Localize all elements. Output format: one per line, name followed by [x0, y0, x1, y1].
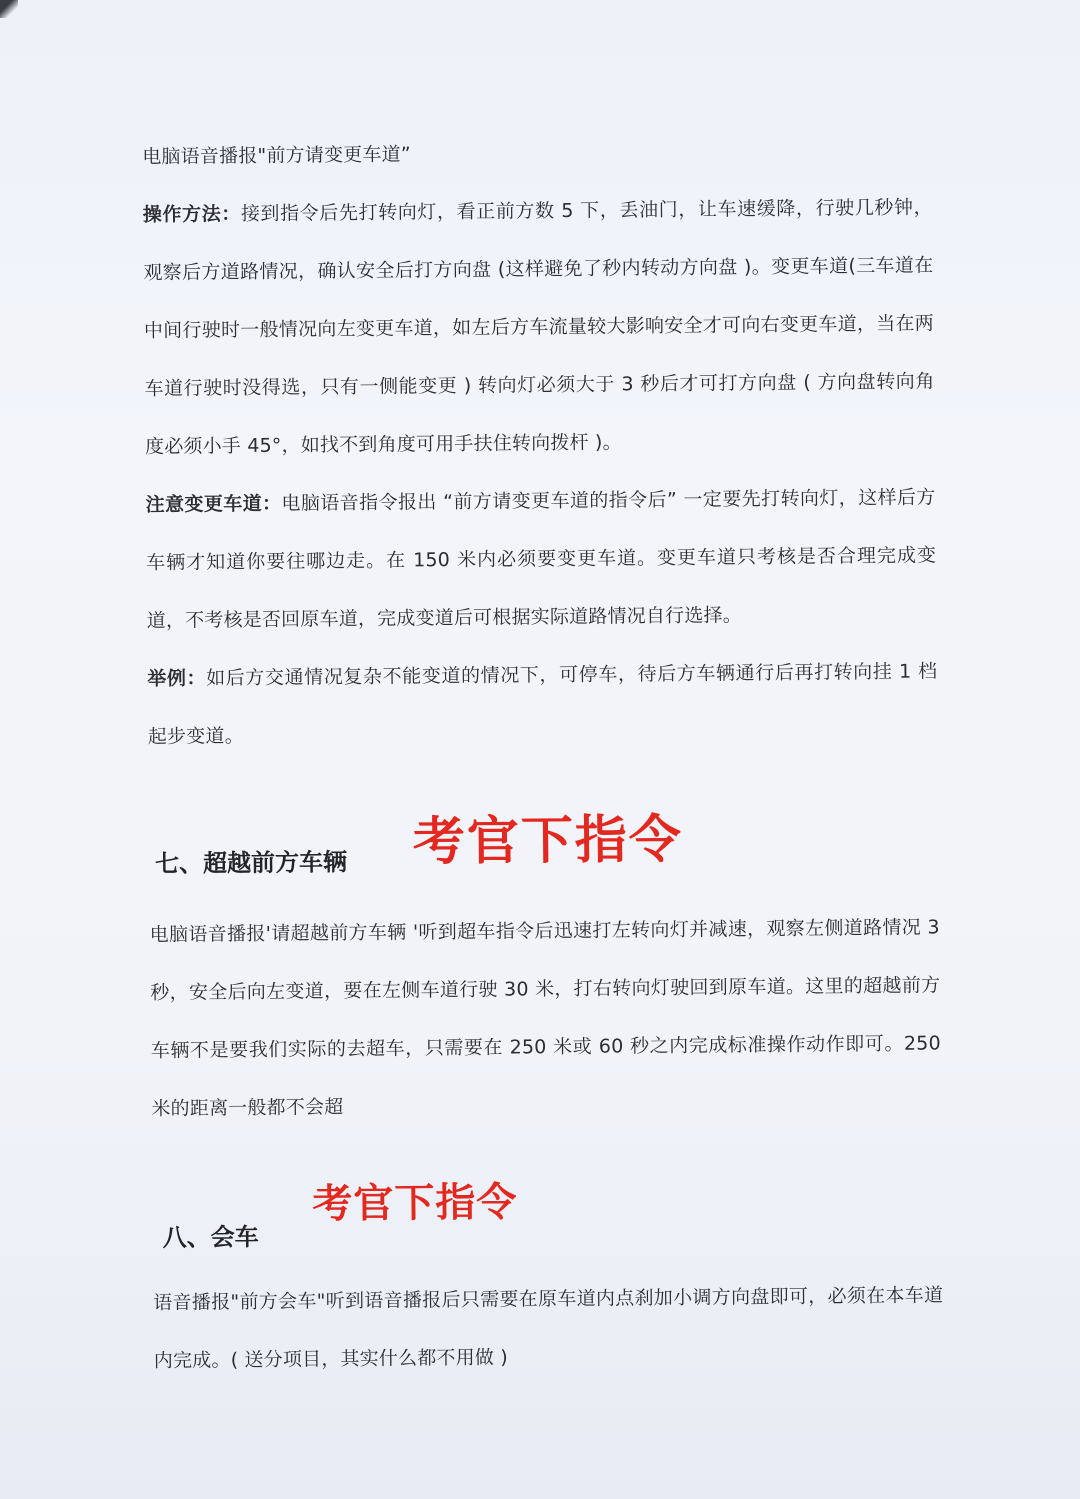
section-seven-heading: 七、超越前方车辆 — [154, 848, 348, 878]
section-eight-header — [152, 1156, 943, 1274]
example-paragraph — [147, 642, 938, 766]
section-eight-text: 语音播报"前方会车"听到语音播报后只需要在原车道内点刹加小调方向盘即可，必须在本车道内完成。( 送分项目，其实什么都不用做 ) — [153, 1284, 944, 1372]
section-seven-text: 电脑语音播报'请超越前方车辆 '听到超车指令后迅速打左转向灯并减速，观察左侧道路情况 3 秒，安全后向左变道，要在左侧车道行驶 30 米，打右转向灯驶回到原车道。这里的超越前方车辆不是要我们实际的去超车，只需要在 250 米或 60 秒之内完成标准操作动作即可。250 米的距离一般都不会超 — [149, 916, 941, 1120]
document-content — [142, 120, 944, 1390]
example-label: 举例： — [147, 667, 207, 690]
operation-text: 接到指令后先打转向灯，看正前方数 5 下，丢油门，让车速缓降，行驶几秒钟，观察后方道路情况，确认安全后打方向盘 (这样避免了秒内转动方向盘 )。变更车道(三车道在中间行驶时一般情况向左变更车道，如左后方车流量较大影响安全才可向右变更车道，当在两车道行驶时没得选，只有一侧能变更 ) 转向灯必须大于 3 秒后才可打方向盘 ( 方向盘转向角度必须小手 45°，如找不到角度可用手扶住转向拨杆 )。 — [143, 196, 935, 458]
intro-line: 电脑语音播报"前方请变更车道” — [142, 143, 411, 168]
note-label: 注意变更车道： — [145, 492, 282, 516]
operation-paragraph — [143, 178, 936, 476]
note-paragraph — [145, 468, 937, 650]
note-text: 电脑语音指令报出 “前方请变更车道的指令后” 一定要先打转向灯，这样后方车辆才知道你要往哪边走。在 150 米内必须要变更车道。变更车道只考核是否合理完成变道，不考核是否回原车道，完成变道后可根据实际道路情况自行选择。 — [146, 486, 937, 632]
section-eight-stamp: 考官下指令 — [312, 1179, 518, 1228]
page-corner-shadow — [0, 0, 18, 18]
operation-label: 操作方法： — [142, 203, 241, 226]
section-eight-heading: 八、会车 — [162, 1222, 259, 1252]
section-seven-stamp: 考官下指令 — [412, 809, 684, 873]
example-text: 如后方交通情况复杂不能变道的情况下，可停车，待后方车辆通行后再打转向挂 1 档起步变道。 — [147, 660, 938, 748]
section-seven-header — [148, 776, 939, 906]
